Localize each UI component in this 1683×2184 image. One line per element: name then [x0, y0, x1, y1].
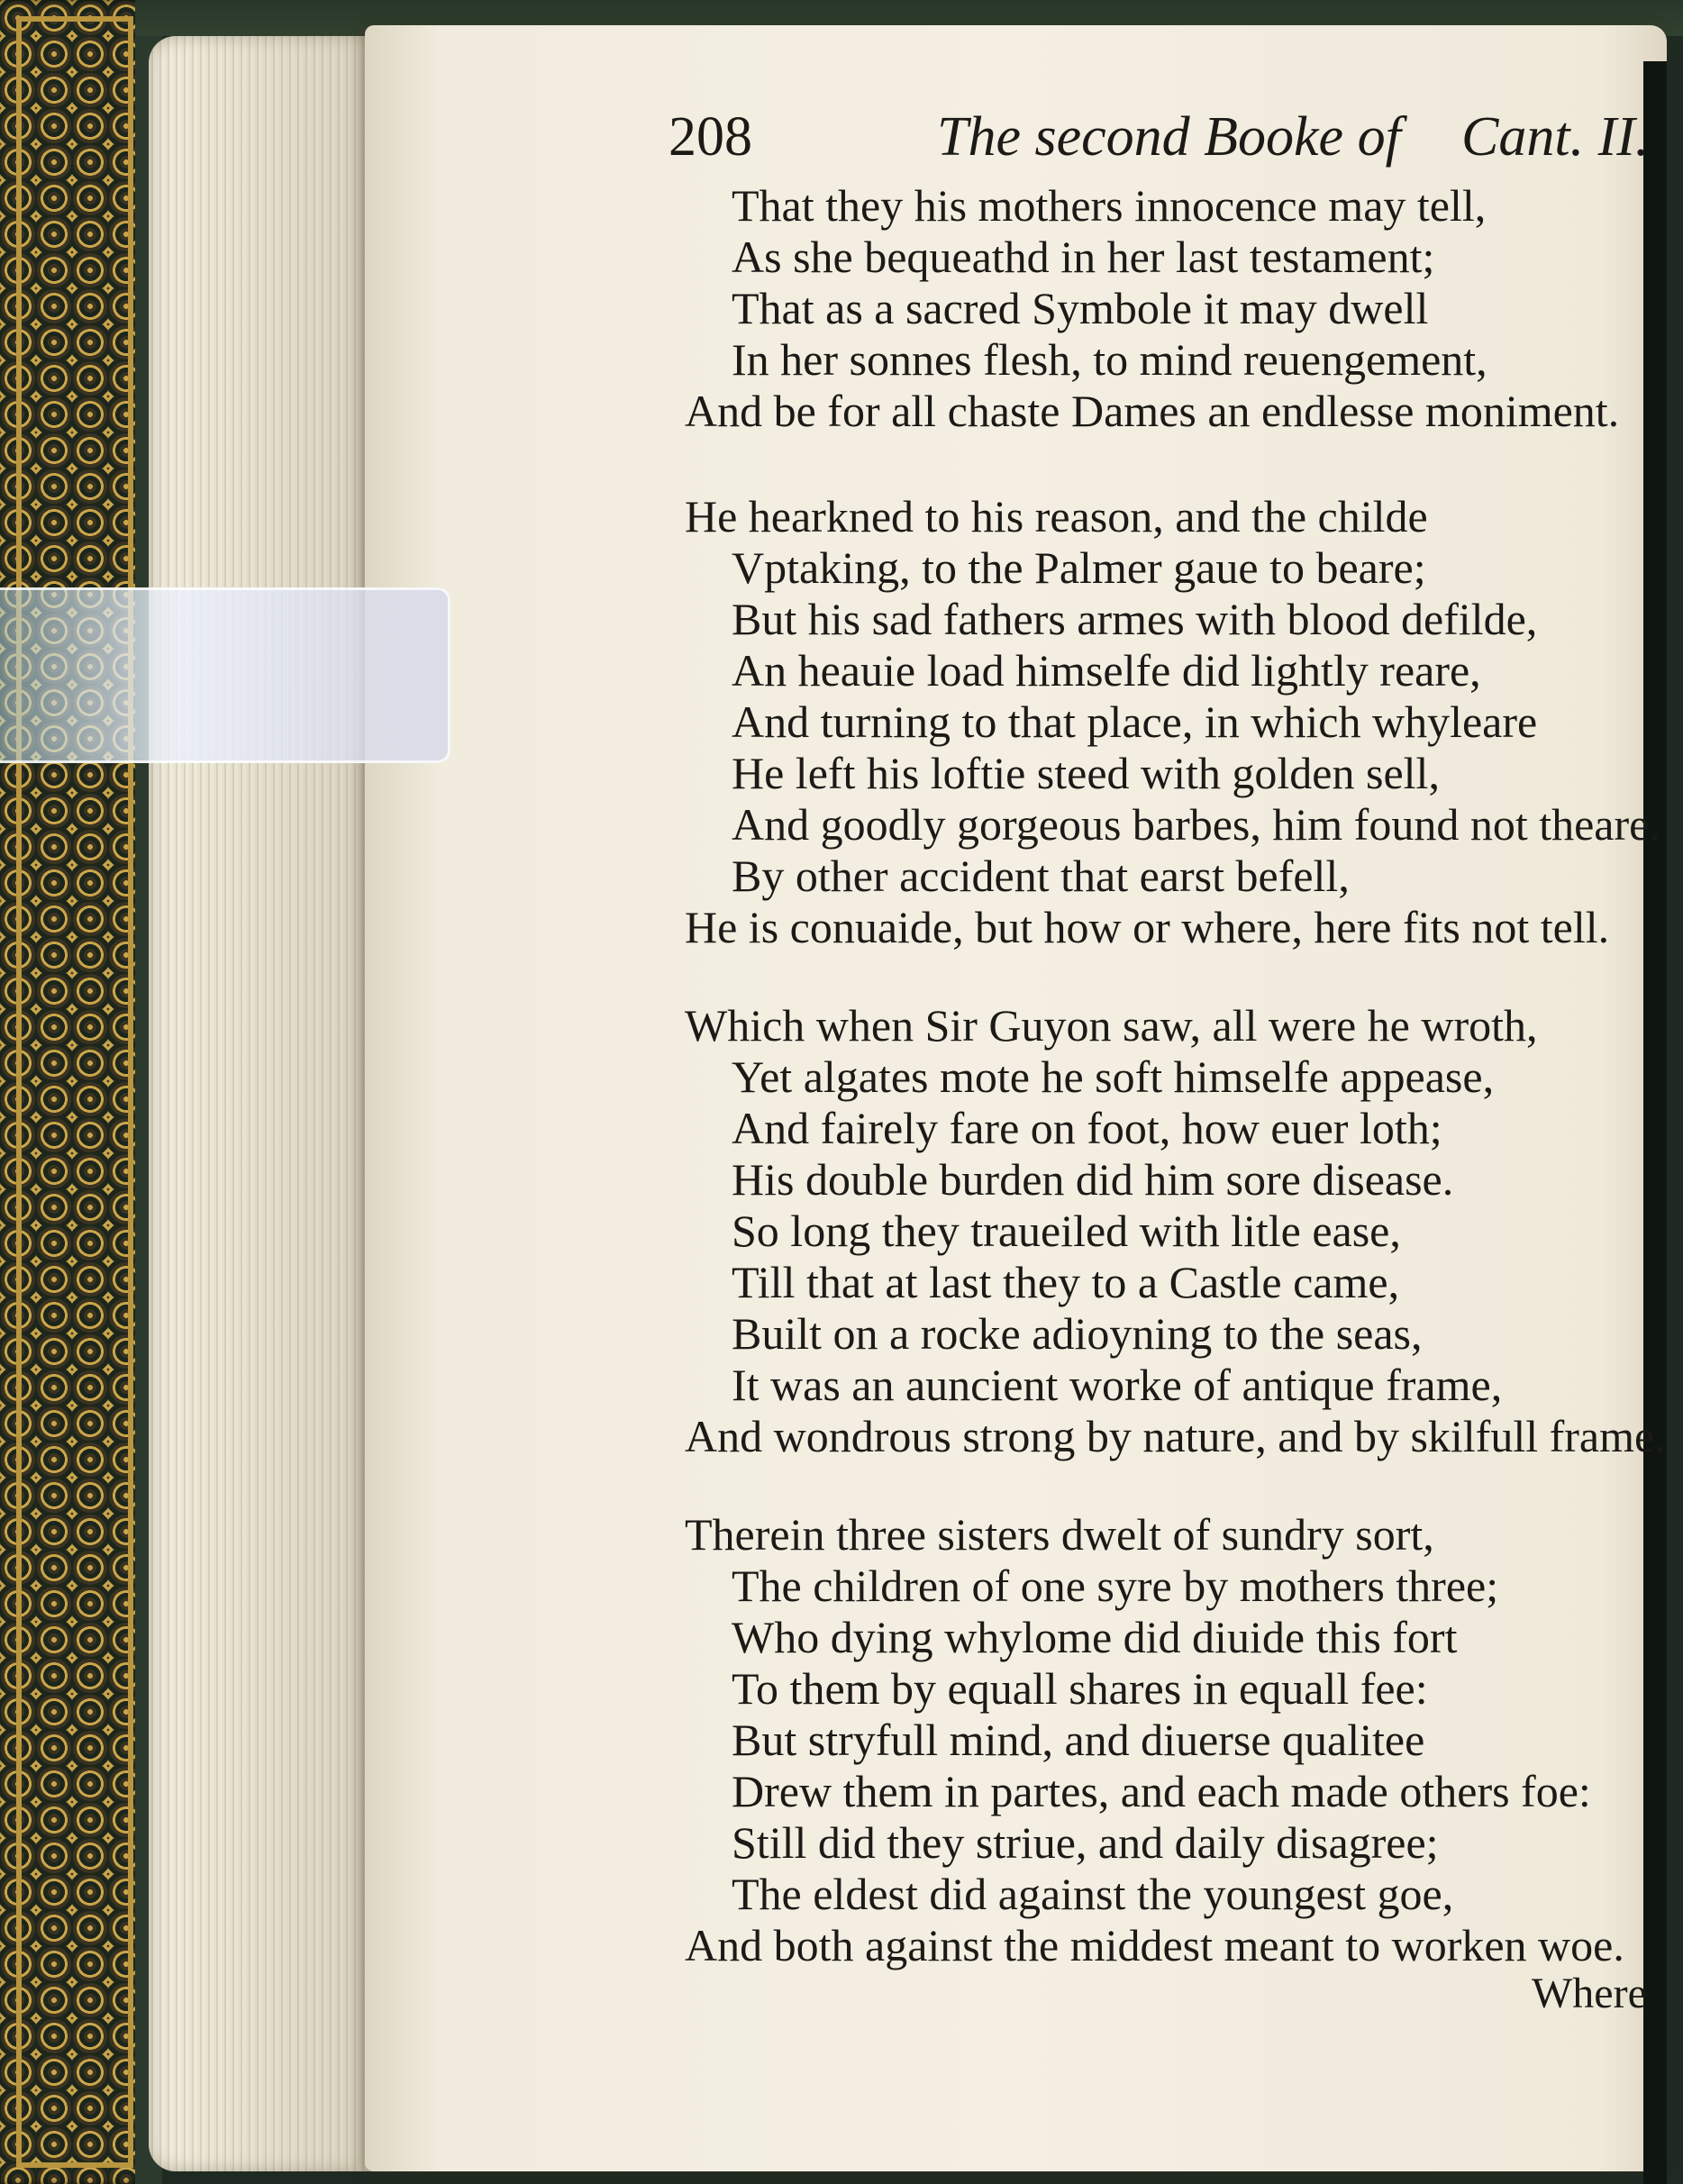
verse-line: Built on a rocke adioyning to the seas, [732, 1308, 1423, 1359]
verse-line: In her sonnes flesh, to mind reuengement, [732, 334, 1487, 385]
verse-line: Still did they striue, and daily disagree; [732, 1817, 1439, 1868]
verse-line: The eldest did against the youngest goe, [732, 1869, 1454, 1919]
canto-label: Cant. II. [1461, 106, 1650, 168]
verse-line: Yet algates mote he soft himselfe appease, [732, 1051, 1495, 1102]
verse-line: And be for all chaste Dames an endlesse moniment. [685, 386, 1620, 436]
verse-line: That they his mothers innocence may tell, [732, 180, 1487, 231]
verse-line: And both against the middest meant to worken woe. [685, 1920, 1624, 1970]
verse-line: So long they traueiled with litle ease, [732, 1206, 1401, 1256]
catchword: Where [1532, 1970, 1647, 2017]
verse-line: Which when Sir Guyon saw, all were he wroth, [685, 1000, 1538, 1051]
verse-line: His double burden did him sore disease. [732, 1154, 1454, 1205]
page-number: 208 [669, 106, 752, 168]
verse-line: That as a sacred Symbole it may dwell [732, 283, 1429, 333]
verse-line: An heauie load himselfe did lightly reare, [732, 645, 1481, 696]
verse-line: Therein three sisters dwelt of sundry sort, [685, 1509, 1434, 1560]
verse-line: The children of one syre by mothers three; [732, 1561, 1499, 1611]
verse-line: And goodly gorgeous barbes, him found not theare. [732, 799, 1660, 850]
verse-line: And fairely fare on foot, how euer loth; [732, 1103, 1442, 1153]
verse-line: He hearkned to his reason, and the childe [685, 491, 1428, 541]
verse-line: He left his loftie steed with golden sell, [732, 748, 1440, 798]
running-title: The second Booke of [937, 106, 1401, 168]
verse-line: And turning to that place, in which whyleare [732, 696, 1538, 747]
verse-line: As she bequeathd in her last testament; [732, 232, 1435, 282]
verse-line: Till that at last they to a Castle came, [732, 1257, 1400, 1307]
verse-line: And wondrous strong by nature, and by skilfull frame. [685, 1411, 1666, 1461]
verse-line: He is conuaide, but how or where, here fits not tell. [685, 902, 1610, 952]
verse-line: But stryfull mind, and diuerse qualitee [732, 1715, 1425, 1765]
verse-line: Vptaking, to the Palmer gaue to beare; [732, 542, 1426, 593]
verse-line: It was an auncient worke of antique frame, [732, 1360, 1503, 1410]
verse-line: Drew them in partes, and each made others foe: [732, 1766, 1591, 1816]
verse-line: To them by equall shares in equall fee: [732, 1663, 1428, 1714]
verse-line: Who dying whylome did diuide this fort [732, 1612, 1458, 1662]
verse-line: By other accident that earst befell, [732, 851, 1350, 901]
verse-line: But his sad fathers armes with blood defilde, [732, 594, 1538, 644]
